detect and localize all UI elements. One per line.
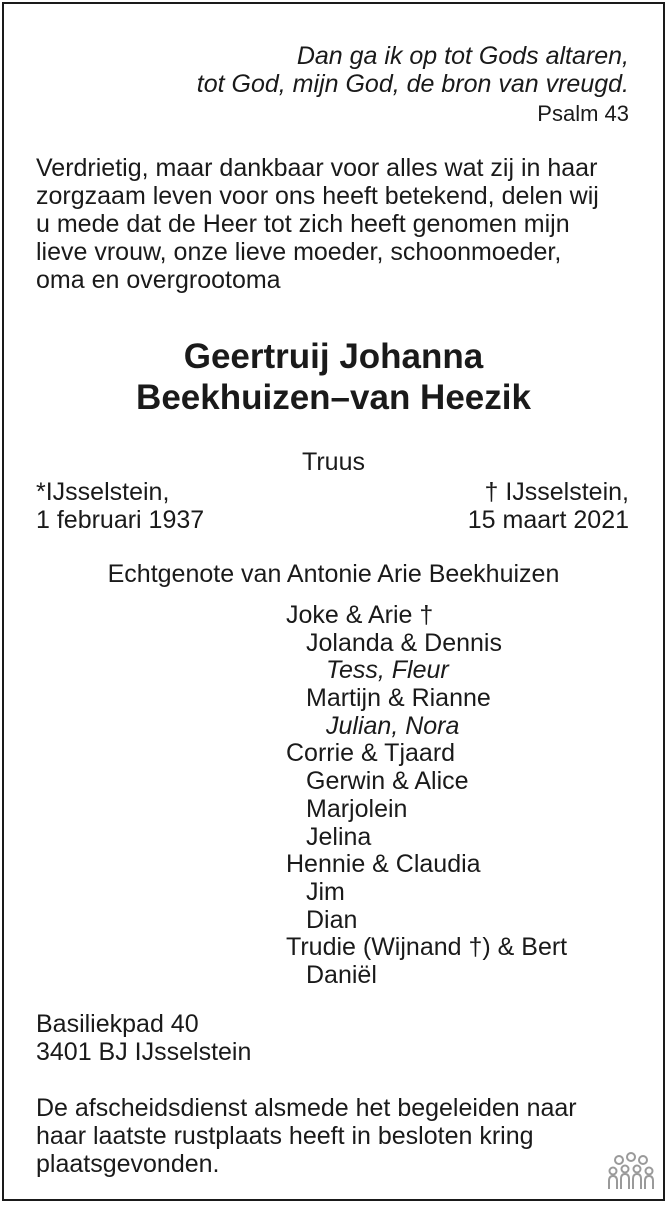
birth-info [36,478,204,534]
spouse-line: Echtgenote van Antonie Arie Beekhuizen [107,560,560,588]
bible-verse [197,42,629,98]
intro-line: zorgzaam leven voor ons heeft betekend, delen wij [36,182,599,210]
family-member-line: Jim [306,877,345,906]
death-info [468,478,629,534]
service-notice [36,1094,577,1178]
intro-line: oma en overgrootoma [36,266,281,294]
family-member-line: Julian, Nora [326,711,460,740]
family-member-line: Martijn & Rianne [306,684,491,713]
family-member-line: Corrie & Tjaard [286,739,456,768]
deceased-name-first: Geertruij Johanna [183,337,484,376]
death-place: † IJsselstein, [484,478,629,506]
intro-line: u mede dat de Heer tot zich heeft genomen mijn [36,210,570,238]
address-street: Basiliekpad 40 [36,1010,199,1038]
intro-text [36,154,636,294]
family-member-line: Trudie (Wijnand †) & Bert [286,933,568,962]
deceased-name-last: Beekhuizen–van Heezik [136,378,531,417]
address [36,1010,251,1066]
family-member-line: Joke & Arie † [286,601,434,629]
family-member-line: Tess, Fleur [326,656,449,685]
birth-place: *IJsselstein, [36,478,170,506]
birth-date: 1 februari 1937 [36,506,205,534]
family-member-line: Jelina [306,822,372,851]
verse-source: Psalm 43 [537,101,629,126]
family-member-line: Jolanda & Dennis [306,628,502,657]
nickname: Truus [302,448,365,476]
intro-line: lieve vrouw, onze lieve moeder, schoonmoeder, [36,238,562,266]
verse-line-2: tot God, mijn God, de bron van vreugd. [196,70,629,98]
family-member-line: Marjolein [306,794,408,823]
service-line: De afscheidsdienst alsmede het begeleiden naar [36,1094,577,1122]
family-member-line: Daniël [306,960,377,989]
family-list [286,602,567,990]
service-line: plaatsgevonden. [36,1150,220,1178]
verse-line-1: Dan ga ik op tot Gods altaren, [296,42,629,70]
death-date: 15 maart 2021 [467,506,629,534]
service-line: haar laatste rustplaats heeft in besloten kring [36,1122,534,1150]
family-member-line: Dian [306,905,358,934]
family-people-icon [607,1151,655,1191]
family-member-line: Gerwin & Alice [306,767,469,796]
obituary-card [2,2,665,1201]
family-member-line: Hennie & Claudia [286,850,481,879]
address-city: 3401 BJ IJsselstein [36,1038,252,1066]
intro-line: Verdrietig, maar dankbaar voor alles wat zij in haar [36,154,598,182]
